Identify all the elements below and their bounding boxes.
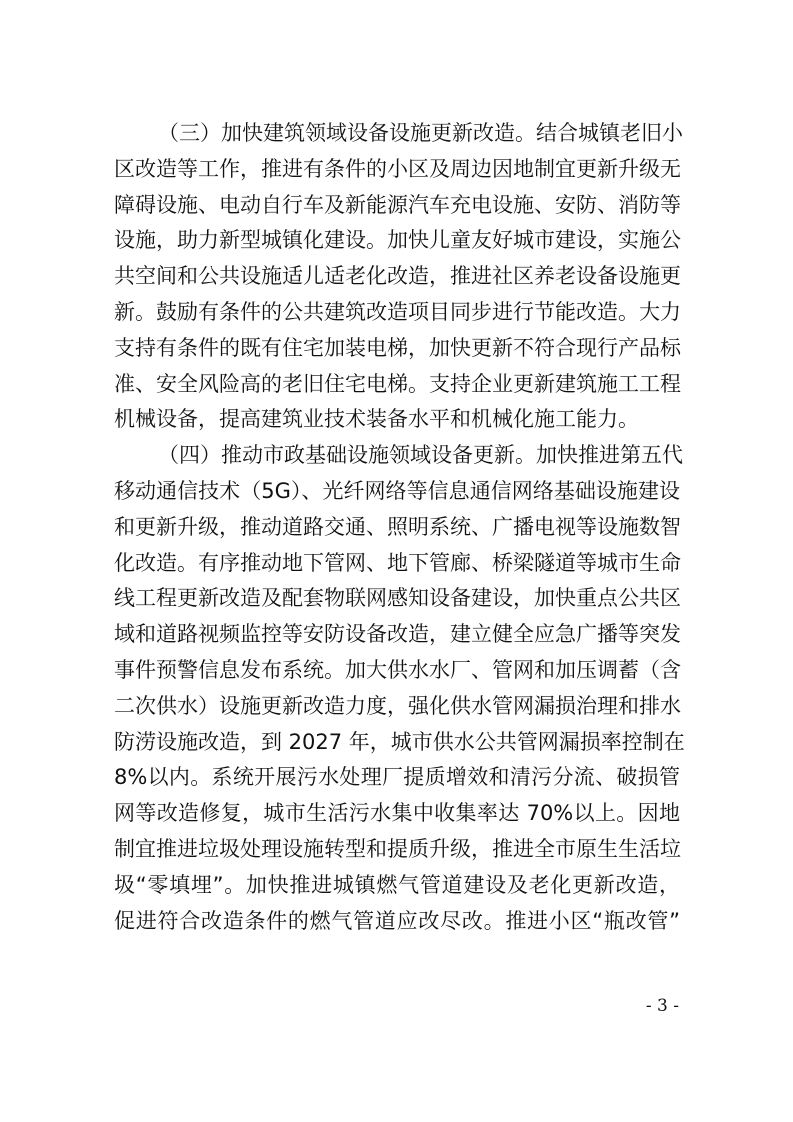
text-line: 设施，助力新型城镇化建设。加快儿童友好城市建设，实施公: [114, 228, 681, 253]
text-line: 防涝设施改造，到 2027 年，城市供水公共管网漏损率控制在: [114, 729, 685, 754]
text-line: 机械设备，提高建筑业技术装备水平和机械化施工能力。: [114, 407, 639, 432]
text-line: 圾“零填埋”。加快推进城镇燃气管道建设及老化更新改造，: [114, 872, 680, 897]
text-line: 8%以内。系统开展污水处理厂提质增效和清污分流、破损管: [114, 765, 680, 790]
text-line: 障碍设施、电动自行车及新能源汽车充电设施、安防、消防等: [114, 192, 681, 217]
paragraph-section-4: [114, 438, 685, 939]
text-line: 二次供水）设施更新改造力度，强化供水管网漏损治理和排水: [114, 693, 681, 718]
text-line: 事件预警信息发布系统。加大供水水厂、管网和加压调蓄（含: [114, 657, 681, 682]
text-line: 新。鼓励有条件的公共建筑改造项目同步进行节能改造。大力: [114, 299, 681, 324]
text-line: 网等改造修复，城市生活污水集中收集率达 70%以上。因地: [114, 801, 680, 826]
paragraph-section-3: [114, 116, 683, 438]
body-text: [114, 116, 685, 939]
text-line: 共空间和公共设施适儿适老化改造，推进社区养老设备设施更: [114, 264, 681, 289]
text-line: 移动通信技术（5G）、光纤网络等信息通信网络基础设施建设: [114, 478, 680, 503]
text-line: 线工程更新改造及配套物联网感知设备建设，加快重点公共区: [114, 586, 681, 611]
text-line: 准、安全风险高的老旧住宅电梯。支持企业更新建筑施工工程: [114, 371, 681, 396]
text-line: 和更新升级，推动道路交通、照明系统、广播电视等设施数智: [114, 514, 681, 539]
text-line: 促进符合改造条件的燃气管道应改尽改。推进小区“瓶改管”: [114, 908, 680, 933]
text-line: 化改造。有序推动地下管网、地下管廊、桥梁隧道等城市生命: [114, 550, 681, 575]
text-line: 制宜推进垃圾处理设施转型和提质升级，推进全市原生生活垃: [114, 836, 681, 861]
text-line: （四）推动市政基础设施领域设备更新。加快推进第五代: [158, 443, 683, 468]
text-line: 区改造等工作，推进有条件的小区及周边因地制宜更新升级无: [114, 156, 681, 181]
text-line: 域和道路视频监控等安防设备改造，建立健全应急广播等突发: [114, 622, 681, 647]
text-line: （三）加快建筑领域设备设施更新改造。结合城镇老旧小: [158, 121, 683, 145]
text-line: 支持有条件的既有住宅加装电梯，加快更新不符合现行产品标: [114, 335, 681, 360]
page-number: - 3 -: [645, 996, 679, 1016]
